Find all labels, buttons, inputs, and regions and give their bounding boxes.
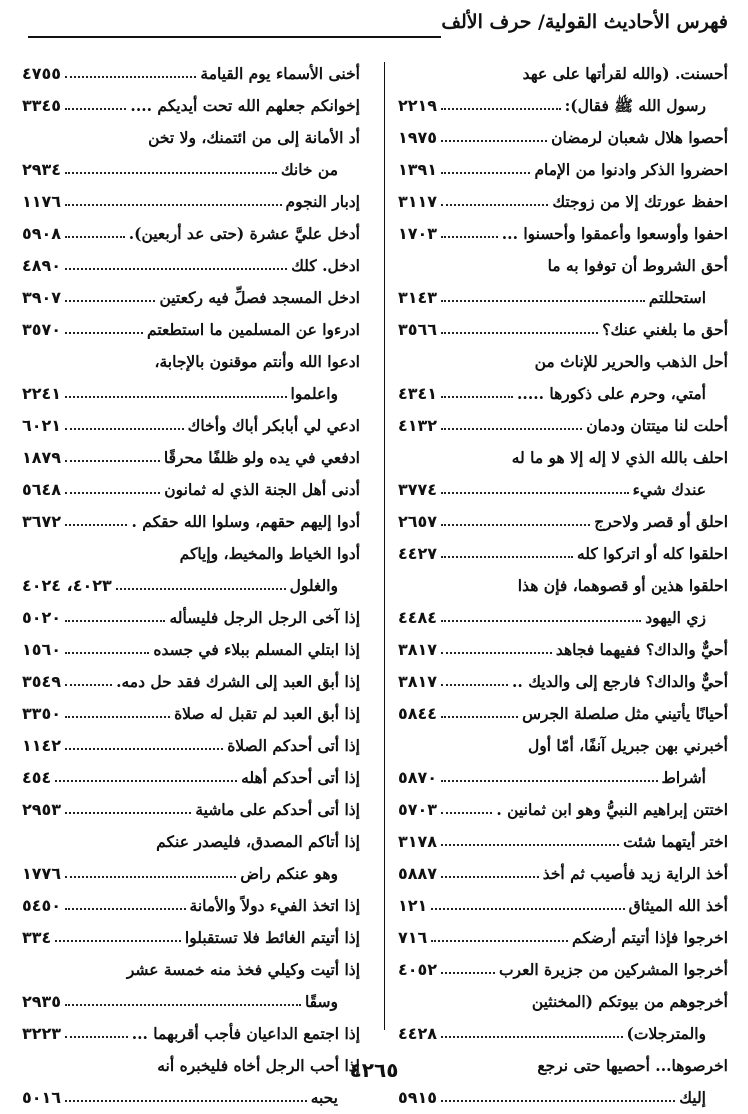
hadith-text: أحيٌّ والداك؟ فارجع إلى والديك ..	[512, 672, 728, 691]
index-entry	[22, 314, 360, 346]
hadith-number: ٤٤٨٤	[398, 608, 438, 627]
entry-final-line	[22, 1082, 360, 1114]
index-entry	[398, 186, 728, 218]
header-rule	[28, 10, 441, 38]
dot-leader	[441, 844, 619, 846]
hadith-text: احلق أو قصر ولاحرج	[594, 512, 728, 531]
dot-leader	[55, 940, 181, 942]
index-entry	[398, 634, 728, 666]
index-entry	[398, 346, 728, 410]
index-entry	[398, 730, 728, 794]
dot-leader	[55, 780, 237, 782]
dot-leader	[65, 620, 165, 622]
hadith-number: ٤٨٩٠	[22, 256, 62, 275]
hadith-number: ٥٠١٦	[22, 1088, 62, 1107]
hadith-number: ٥٩٠٨	[22, 224, 62, 243]
index-entry	[398, 442, 728, 506]
hadith-text: أخرجوهم من بيوتكم (المخنثين	[531, 992, 728, 1011]
index-entry	[398, 122, 728, 154]
entry-final-line	[398, 378, 728, 410]
entry-final-line	[22, 730, 360, 762]
entry-line	[22, 538, 360, 570]
hadith-number: ٥٨٤٤	[398, 704, 438, 723]
index-entry	[22, 538, 360, 602]
hadith-text: اخرجوا فإذا أتيتم أرضكم	[572, 928, 728, 947]
dot-leader	[65, 428, 184, 430]
entry-final-line	[398, 154, 728, 186]
hadith-text: إدبار النجوم	[285, 192, 360, 211]
hadith-text: أدخل عليَّ عشرة (حتى عد أربعين).	[128, 224, 360, 243]
index-entry	[398, 538, 728, 570]
entry-line	[22, 826, 360, 858]
hadith-text: أمتي، وحرم على ذكورها .....	[517, 384, 706, 403]
hadith-text: إذا أتاكم المصدق، فليصدر عنكم	[156, 832, 360, 851]
hadith-text: أخرجوا المشركين من جزيرة العرب	[498, 960, 728, 979]
dot-leader	[65, 204, 281, 206]
entry-final-line	[398, 218, 728, 250]
entry-final-line	[398, 666, 728, 698]
index-entry	[398, 666, 728, 698]
hadith-text: أخنى الأسماء يوم القيامة	[200, 64, 360, 83]
hadith-number: ٥٧٠٣	[398, 800, 438, 819]
dot-leader	[65, 812, 191, 814]
hadith-number: ٣٩٠٧	[22, 288, 62, 307]
entry-final-line	[398, 282, 728, 314]
index-entry	[398, 890, 728, 922]
hadith-number: ٥٤٥٠	[22, 896, 62, 915]
hadith-number: ٣٦٧٢	[22, 512, 62, 531]
hadith-text: أحق ما بلغني عنك؟	[602, 320, 728, 339]
hadith-number: ٣١٤٣	[398, 288, 438, 307]
dot-leader	[441, 556, 573, 558]
hadith-text: ادخل المسجد فصلِّ فيه ركعتين	[159, 288, 360, 307]
dot-leader	[441, 172, 530, 174]
entry-final-line	[22, 794, 360, 826]
entry-final-line	[398, 122, 728, 154]
entry-final-line	[22, 922, 360, 954]
entry-final-line	[22, 666, 360, 698]
entry-line	[22, 122, 360, 154]
hadith-text: أحق الشروط أن توفوا به ما	[547, 256, 728, 275]
dot-leader	[441, 204, 548, 206]
page-header	[22, 10, 728, 40]
index-entry	[22, 90, 360, 122]
dot-leader	[441, 972, 495, 974]
hadith-text: والغلول	[289, 576, 338, 595]
dot-leader	[441, 140, 547, 142]
hadith-number: ٢٢٤١	[22, 384, 62, 403]
entry-final-line	[398, 474, 728, 506]
hadith-text: إذا أبق العبد إلى الشرك فقد حل دمه.	[116, 672, 360, 691]
entry-final-line	[22, 410, 360, 442]
dot-leader	[441, 684, 508, 686]
dot-leader	[65, 652, 149, 654]
index-entry	[398, 922, 728, 954]
entry-final-line	[22, 634, 360, 666]
hadith-number: ٤٤٢٨	[398, 1024, 438, 1043]
dot-leader	[441, 620, 641, 622]
dot-leader	[65, 524, 127, 526]
hadith-number: ٣٨١٧	[398, 640, 438, 659]
dot-leader	[441, 876, 539, 878]
hadith-number: ١٥٦٠	[22, 640, 62, 659]
index-entry	[398, 506, 728, 538]
hadith-number: ٤٣٤١	[398, 384, 438, 403]
hadith-number: ١٧٠٣	[398, 224, 438, 243]
entry-final-line	[398, 1082, 728, 1114]
entry-final-line	[22, 250, 360, 282]
index-entry	[22, 410, 360, 442]
hadith-text: احلقوا كله أو اتركوا كله	[576, 544, 728, 563]
hadith-number: ٧١٦	[398, 928, 428, 947]
entry-line	[398, 730, 728, 762]
entry-line	[398, 58, 728, 90]
dot-leader	[65, 908, 185, 910]
dot-leader	[65, 748, 223, 750]
hadith-number: ٥٠٢٠	[22, 608, 62, 627]
entry-final-line	[398, 90, 728, 122]
hadith-number: ٢٢١٩	[398, 96, 438, 115]
dot-leader	[65, 492, 160, 494]
hadith-number: ٣٨١٧	[398, 672, 438, 691]
hadith-number: ١١٤٢	[22, 736, 62, 755]
hadith-number: ٣٣٤	[22, 928, 52, 947]
hadith-text: اختر أيتهما شئت	[623, 832, 728, 851]
hadith-text: أخذ الراية زيد فأصيب ثم أخذ	[542, 864, 728, 883]
hadith-number: ١١٧٦	[22, 192, 62, 211]
hadith-text: احفوا وأوسعوا وأعمقوا وأحسنوا ...	[501, 224, 728, 243]
dot-leader	[65, 332, 143, 334]
hadith-number: ٣٣٥٠	[22, 704, 62, 723]
index-entry	[22, 634, 360, 666]
entry-final-line	[398, 602, 728, 634]
entry-final-line	[22, 570, 360, 602]
index-entry	[22, 922, 360, 954]
hadith-text: إذا أتى أحدكم أهله	[241, 768, 360, 787]
index-entry	[398, 954, 728, 986]
index-entry	[22, 250, 360, 282]
hadith-number: ٤٤٢٧	[398, 544, 438, 563]
index-entry	[22, 602, 360, 634]
hadith-text: أشراط	[661, 768, 706, 787]
column-divider	[384, 62, 385, 1030]
hadith-text: من خانك	[280, 160, 338, 179]
hadith-number: ٣١١٧	[398, 192, 438, 211]
hadith-number: ٣٢٢٣	[22, 1024, 62, 1043]
hadith-number: ٣٥٦٦	[398, 320, 438, 339]
index-entry	[22, 762, 360, 794]
index-entry	[22, 730, 360, 762]
hadith-text: إذا أحب الرجل أخاه فليخبره أنه	[157, 1056, 360, 1075]
hadith-text: والمترجلات)	[626, 1024, 706, 1043]
hadith-text: رسول الله ﷺ فقال):	[564, 96, 706, 115]
dot-leader	[65, 268, 287, 270]
entry-line	[398, 570, 728, 602]
index-entry	[22, 122, 360, 186]
hadith-text: إذا اجتمع الداعيان فأجب أقربهما ...	[131, 1024, 360, 1043]
entry-final-line	[398, 410, 728, 442]
hadith-text: احفظ عورتك إلا من زوجتك	[552, 192, 728, 211]
entry-final-line	[398, 858, 728, 890]
index-entry	[22, 890, 360, 922]
hadith-text: إذا آخى الرجل الرجل فليسأله	[169, 608, 360, 627]
hadith-text: وهو عنكم راض	[240, 864, 338, 883]
hadith-text: إذا ابتلي المسلم ببلاء في جسده	[153, 640, 360, 659]
entry-final-line	[22, 186, 360, 218]
index-entry	[398, 314, 728, 346]
hadith-text: استحللتم	[648, 288, 706, 307]
hadith-number: ٦٠٢١	[22, 416, 62, 435]
page-title: فهرس الأحاديث القولية/ حرف الألف	[441, 11, 728, 33]
index-entry	[398, 58, 728, 122]
dot-leader	[65, 236, 125, 238]
dot-leader	[65, 716, 170, 718]
hadith-number: ٥٦٤٨	[22, 480, 62, 499]
dot-leader	[441, 716, 518, 718]
entry-final-line	[22, 282, 360, 314]
index-entry	[22, 58, 360, 90]
hadith-text: أخبرني بهن جبريل آنفًا، أمّا أول	[527, 736, 728, 755]
index-entry	[22, 698, 360, 730]
entry-final-line	[22, 58, 360, 90]
entry-final-line	[22, 506, 360, 538]
entry-final-line	[398, 186, 728, 218]
index-entry	[22, 666, 360, 698]
hadith-text: إليك	[679, 1088, 706, 1107]
index-entry	[22, 474, 360, 506]
entry-line	[398, 442, 728, 474]
hadith-number: ٣٥٧٠	[22, 320, 62, 339]
entry-final-line	[398, 698, 728, 730]
index-entry	[398, 986, 728, 1050]
hadith-text: احضروا الذكر وادنوا من الإمام	[534, 160, 728, 179]
entry-final-line	[398, 826, 728, 858]
hadith-text: إذا أتى أحدكم الصلاة	[227, 736, 360, 755]
entry-final-line	[22, 218, 360, 250]
dot-leader	[441, 780, 657, 782]
dot-leader	[441, 236, 498, 238]
hadith-text: احلقوا هذين أو قصوهما، فإن هذا	[517, 576, 728, 595]
hadith-text: إذا أتيتم الغائط فلا تستقبلوا	[184, 928, 360, 947]
hadith-text: إذا اتخذ الفيء دولاً والأمانة	[189, 896, 360, 915]
hadith-text: أحسنت. (والله لقرأتها على عهد	[522, 64, 728, 83]
hadith-number: ٣١٧٨	[398, 832, 438, 851]
hadith-number: ٢٩٣٤	[22, 160, 62, 179]
dot-leader	[441, 396, 513, 398]
dot-leader	[65, 1100, 307, 1102]
dot-leader	[65, 1004, 301, 1006]
hadith-text: أدوا إليهم حقهم، وسلوا الله حقكم .	[131, 512, 360, 531]
hadith-text: يحبه	[310, 1088, 338, 1107]
hadith-text: إخوانكم جعلهم الله تحت أيديكم ....	[130, 96, 360, 115]
index-entry	[22, 826, 360, 890]
hadith-text: أحيٌّ والداك؟ ففيهما فجاهد	[555, 640, 728, 659]
hadith-number: ١٩٧٥	[398, 128, 438, 147]
dot-leader	[65, 684, 112, 686]
hadith-number: ٢٩٣٥	[22, 992, 62, 1011]
hadith-number: ٤٥٤	[22, 768, 52, 787]
hadith-number: ٣٣٤٥	[22, 96, 62, 115]
dot-leader	[65, 300, 155, 302]
dot-leader	[116, 588, 286, 590]
index-entry	[22, 186, 360, 218]
dot-leader	[65, 876, 236, 878]
entry-final-line	[22, 314, 360, 346]
dot-leader	[441, 492, 629, 494]
index-entry	[398, 698, 728, 730]
entry-final-line	[398, 922, 728, 954]
hadith-text: ادفعي في يده ولو ظلفًا محرقًا	[163, 448, 360, 467]
index-entry	[22, 506, 360, 538]
index-entry	[22, 218, 360, 250]
hadith-text: واعلموا	[290, 384, 338, 403]
hadith-text: زي اليهود	[645, 608, 706, 627]
hadith-text: ادخل. كلك	[291, 256, 360, 275]
index-entry	[22, 794, 360, 826]
dot-leader	[431, 908, 624, 910]
hadith-text: أحيانًا يأتيني مثل صلصلة الجرس	[522, 704, 728, 723]
entry-line	[398, 346, 728, 378]
entry-line	[22, 954, 360, 986]
entry-final-line	[22, 378, 360, 410]
entry-final-line	[22, 986, 360, 1018]
dot-leader	[65, 76, 196, 78]
hadith-text: إذا أتى أحدكم على ماشية	[195, 800, 360, 819]
entry-final-line	[22, 858, 360, 890]
hadith-number: ٤١٣٢	[398, 416, 438, 435]
hadith-text: ادعوا الله وأنتم موقنون بالإجابة،	[154, 352, 360, 371]
hadith-text: عندك شيء	[632, 480, 706, 499]
dot-leader	[441, 524, 590, 526]
hadith-number: ١٧٧٦	[22, 864, 62, 883]
hadith-text: وسقًا	[304, 992, 338, 1011]
index-column-left	[22, 58, 360, 1114]
hadith-text: إذا أتيت وكيلي فخذ منه خمسة عشر	[126, 960, 360, 979]
index-entry	[398, 858, 728, 890]
entry-final-line	[398, 890, 728, 922]
index-entry	[398, 826, 728, 858]
dot-leader	[431, 940, 568, 942]
hadith-text: ادعي لي أبابكر أباك وأخاك	[187, 416, 360, 435]
hadith-text: اختتن إبراهيم النبيُّ وهو ابن ثمانين .	[496, 800, 728, 819]
index-entry	[398, 250, 728, 314]
hadith-number: ٢٩٥٣	[22, 800, 62, 819]
entry-final-line	[398, 538, 728, 570]
hadith-number: ٤٠٥٢	[398, 960, 438, 979]
hadith-text: احلف بالله الذي لا إله إلا هو ما له	[511, 448, 728, 467]
index-entry	[22, 282, 360, 314]
entry-line	[398, 986, 728, 1018]
entry-final-line	[398, 794, 728, 826]
entry-final-line	[22, 698, 360, 730]
dot-leader	[65, 460, 160, 462]
entry-final-line	[398, 314, 728, 346]
entry-final-line	[22, 602, 360, 634]
hadith-text: أحل الذهب والحرير للإناث من	[534, 352, 728, 371]
index-entry	[398, 410, 728, 442]
index-entry	[398, 570, 728, 634]
hadith-number: ١٢١	[398, 896, 428, 915]
dot-leader	[65, 172, 277, 174]
entry-final-line	[22, 442, 360, 474]
entry-final-line	[398, 762, 728, 794]
dot-leader	[441, 1100, 675, 1102]
hadith-number: ٣٥٤٩	[22, 672, 62, 691]
page-number: ٤٢٦٥	[349, 1058, 399, 1082]
hadith-text: أحلت لنا ميتتان ودمان	[586, 416, 728, 435]
hadith-number: ١٣٩١	[398, 160, 438, 179]
dot-leader	[65, 1036, 128, 1038]
dot-leader	[65, 396, 286, 398]
entry-final-line	[398, 954, 728, 986]
dot-leader	[441, 652, 552, 654]
hadith-text: اخرصوها... أحصيها حتى نرجع	[537, 1056, 728, 1075]
index-entry	[22, 442, 360, 474]
entry-line	[398, 250, 728, 282]
dot-leader	[441, 108, 561, 110]
hadith-text: أحصوا هلال شعبان لرمضان	[551, 128, 728, 147]
index-entry	[398, 794, 728, 826]
hadith-number: ٣٧٧٤	[398, 480, 438, 499]
dot-leader	[441, 1036, 622, 1038]
entry-final-line	[398, 634, 728, 666]
index-column-right	[398, 58, 728, 1114]
index-entry	[22, 954, 360, 1018]
dot-leader	[441, 812, 492, 814]
hadith-text: ادرءوا عن المسلمين ما استطعتم	[147, 320, 360, 339]
hadith-number: ١٨٧٩	[22, 448, 62, 467]
hadith-text: أد الأمانة إلى من ائتمنك، ولا تخن	[148, 128, 360, 147]
entry-final-line	[22, 474, 360, 506]
hadith-text: أدوا الخياط والمخيط، وإياكم	[179, 544, 360, 563]
index-entry	[398, 218, 728, 250]
hadith-text: أخذ الله الميثاق	[628, 896, 728, 915]
entry-final-line	[22, 890, 360, 922]
hadith-text: أدنى أهل الجنة الذي له ثمانون	[164, 480, 360, 499]
hadith-number: ٤٧٥٥	[22, 64, 62, 83]
entry-line	[22, 346, 360, 378]
hadith-number: ٥٨٧٠	[398, 768, 438, 787]
dot-leader	[441, 428, 582, 430]
dot-leader	[65, 108, 126, 110]
hadith-number: ٥٩١٥	[398, 1088, 438, 1107]
index-entry	[22, 1018, 360, 1050]
entry-final-line	[22, 1018, 360, 1050]
hadith-number: ٤٠٢٣، ٤٠٢٤	[22, 576, 112, 595]
hadith-text: إذا أبق العبد لم تقبل له صلاة	[174, 704, 360, 723]
entry-final-line	[22, 90, 360, 122]
entry-final-line	[398, 506, 728, 538]
dot-leader	[441, 332, 598, 334]
index-entry	[398, 154, 728, 186]
index-entry	[22, 346, 360, 410]
entry-final-line	[398, 1018, 728, 1050]
entry-final-line	[22, 762, 360, 794]
dot-leader	[441, 300, 645, 302]
entry-final-line	[22, 154, 360, 186]
hadith-number: ٢٦٥٧	[398, 512, 438, 531]
hadith-number: ٥٨٨٧	[398, 864, 438, 883]
